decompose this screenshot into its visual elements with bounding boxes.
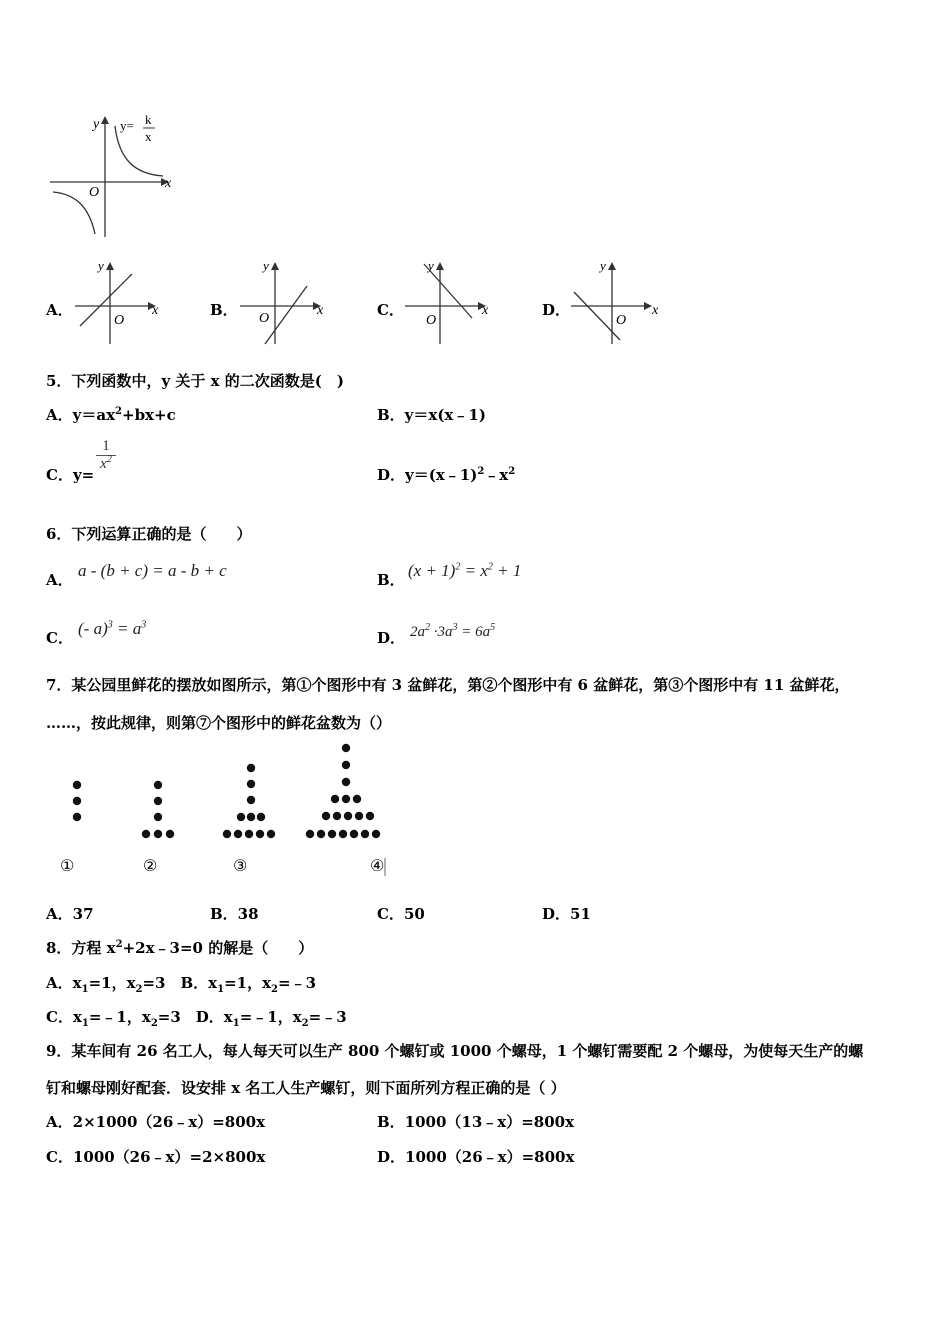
hyperbola-ylabel: y — [93, 117, 100, 132]
axis-o: O — [426, 313, 437, 328]
axis-y: y — [263, 258, 269, 273]
q7-figure-label-3: ③ — [233, 856, 248, 875]
q6-option-c-label: C． — [46, 629, 73, 647]
hyperbola-xlabel: x — [165, 176, 172, 191]
q6-option-d-math: $2a^2 \cdot 3a^3 = 6a^5$ — [410, 622, 496, 640]
q4-option-a-graph — [70, 256, 165, 346]
hyperbola-origin: O — [89, 185, 100, 200]
axis-y: y — [98, 258, 104, 273]
q9-stem-line1: 9．某车间有 26 名工人，每人每天可以生产 800 个螺钉或 1000 个螺母，1 个螺钉需要配 2 个螺母，为使每天生产的螺 — [46, 1042, 864, 1060]
q9-option-c: C．1000（26﹣x）=2×800x — [46, 1148, 266, 1166]
q4-option-d-graph — [566, 256, 661, 346]
hyperbola-figure — [45, 112, 180, 242]
hyperbola-k: k — [145, 112, 152, 127]
q7-option-d: D．51 — [542, 905, 591, 923]
q6-option-c-math: (- $a)^3 = a^3$ — [78, 619, 147, 638]
q4-option-d-label: D． — [542, 301, 571, 319]
q8-stem: 8．方程 $x^2+2x﹣3=0$ 的解是（ ） — [46, 939, 314, 957]
q8-options-line2: C．$x_1=﹣1$，$x_2=3$ D．$x_1=﹣1$，$x_2=﹣3$ — [46, 1008, 347, 1029]
axis-o: O — [259, 311, 270, 326]
q7-figure-label-2: ② — [143, 856, 158, 875]
q6-option-a-math: a - (b + c) = a - b + c — [78, 561, 227, 580]
q7-figure-label-4: ④ — [370, 856, 385, 875]
q4-option-c-label: C． — [377, 301, 404, 319]
axis-x: x — [482, 303, 489, 318]
q6-option-a-label: A． — [46, 571, 73, 589]
hyperbola-kden: x — [145, 129, 152, 144]
q4-option-b-graph — [235, 256, 330, 346]
axis-o: O — [114, 313, 125, 328]
hyperbola-yeq: y= — [120, 118, 134, 133]
q9-option-a: A．2×1000（26﹣x）=800x — [46, 1113, 266, 1131]
q5-option-d: D．$y=(x﹣1)^2﹣x^2$ — [377, 466, 516, 484]
q5-option-a: A．$y=ax^2+bx+c$ — [46, 406, 176, 424]
axis-x: x — [317, 303, 324, 318]
q7-stem-line2: ……，按此规律，则第⑦个图形中的鲜花盆数为（） — [46, 714, 392, 732]
q4-option-a-label: A． — [46, 301, 73, 319]
q6-option-b-label: B． — [377, 571, 405, 589]
q4-option-b-label: B． — [210, 301, 238, 319]
q7-option-c: C．50 — [377, 905, 425, 923]
axis-y: y — [600, 258, 606, 273]
axis-x: x — [652, 303, 659, 318]
q5-stem: 5．下列函数中，y 关于 x 的二次函数是( ) — [46, 372, 344, 390]
q6-stem: 6．下列运算正确的是（ ） — [46, 525, 252, 543]
axis-o: O — [616, 313, 627, 328]
q6-option-b-math: $(x + 1)^2 = x^2 + 1$ — [408, 561, 522, 580]
axis-x: x — [152, 303, 159, 318]
q9-option-d: D．1000（26﹣x）=800x — [377, 1148, 575, 1166]
q7-stem-line1: 7．某公园里鲜花的摆放如图所示，第①个图形中有 3 盆鲜花，第②个图形中有 6 盆鲜花，第③个图形中有 11 盆鲜花， — [46, 676, 850, 694]
q7-figure-label-1: ① — [60, 856, 75, 875]
q4-option-c-graph — [400, 256, 495, 346]
q5-option-c-fraction: 1 $x^2$ — [96, 438, 116, 473]
q7-option-b: B．38 — [210, 905, 259, 923]
q9-stem-line2: 钉和螺母刚好配套．设安排 x 名工人生产螺钉，则下面所列方程正确的是（ ） — [46, 1079, 566, 1097]
q5-option-c: C．y= — [46, 466, 95, 484]
q8-options-line1: A．$x_1=1$，$x_2=3$ B．$x_1=1$，$x_2=﹣3$ — [46, 974, 317, 995]
q7-option-a: A．37 — [46, 905, 94, 923]
q9-option-b: B．1000（13﹣x）=800x — [377, 1113, 575, 1131]
q6-option-d-label: D． — [377, 629, 406, 647]
q5-option-b: B．y＝x(x﹣1) — [377, 406, 486, 424]
axis-y: y — [428, 258, 434, 273]
